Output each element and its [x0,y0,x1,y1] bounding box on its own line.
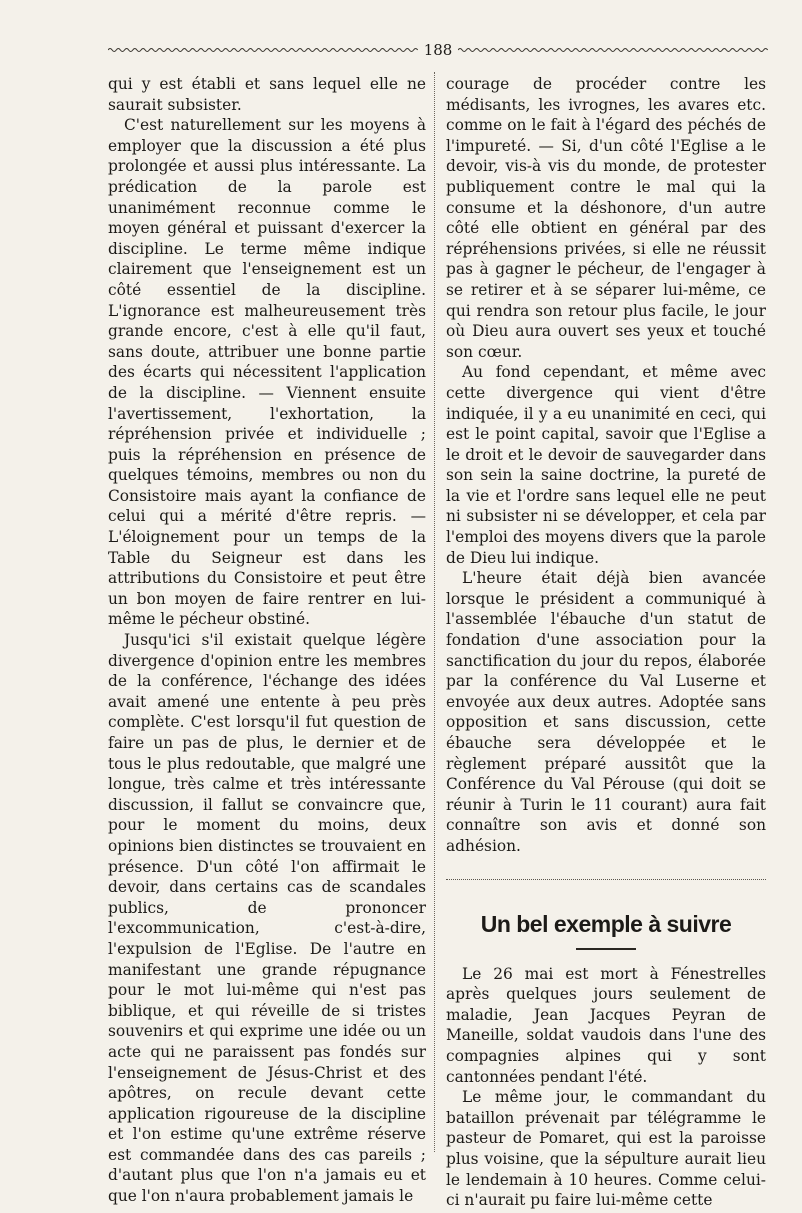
left-column [108,74,426,1207]
paragraph: qui y est établi et sans lequel elle ne saurait subsister. [108,75,426,114]
paragraph: Le 26 mai est mort à Fénestrelles après quelques jours seulement de maladie, Jean Jacques Peyran de Maneille, soldat vaudois dans l'une des compagnies alpines qui y sont cantonnées pendant l'été. [446,964,766,1086]
section-title: Un bel exemple à suivre [480,910,732,937]
right-column [446,74,766,1211]
section-divider [446,879,766,880]
page-number: 188 [423,40,453,59]
paragraph: courage de procéder contre les médisants, les ivrognes, les avares etc. comme on le fait à l'égard des péchés de l'impureté. — Si, d'un côté l'Eglise a le devoir, vis-à vis du monde, de protester publiquement contre le mal qui la consume et la déshonore, d'un autre côté elle obtient en général par des répréhensions privées, si elle ne réussit pas à gagner le pécheur, de l'engager à se retirer et à se séparer lui-même, ce qui rendra son retour plus facile, le jour où Dieu aura ouvert ses yeux et touché son cœur. [446,75,766,361]
paragraph: L'heure était déjà bien avancée lorsque le président a communiqué à l'assemblée l'ébauche d'un statut de fondation d'une association pour la sanctification du jour du repos, élaborée par la conférence du Val Luserne et envoyée aux deux autres. Adoptée sans opposition et sans discussion, cette ébauche sera développée et le règlement préparé aussitôt que la Conférence du Val Pérouse (qui doit se réunir à Turin le 11 courant) aura fait connaître son avis et donné son adhésion. [446,569,766,855]
page-header [108,38,768,62]
paragraph: Au fond cependant, et même avec cette divergence qui vient d'être indiquée, il y a eu unanimité en ceci, qui est le point capital, savoir que l'Eglise a le droit et le devoir de sauvegarder dans son sein la saine doctrine, la pureté de la vie et l'ordre sans lequel elle ne peut ni subsister ni se développer, et cela par l'emploi des moyens divers que la parole de Dieu lui indique. [446,363,766,567]
header-rule-left [108,47,418,53]
column-divider [434,72,436,1152]
paragraph: C'est naturellement sur les moyens à employer que la discussion a été plus prolongée et aussi plus intéressante. La prédication de la parole est unanimément reconnue comme le moyen général et puissant d'exercer la discipline. Le terme même indique clairement que l'enseignement est un côté essentiel de la discipline. L'ignorance est malheureusement très grande encore, c'est à elle qu'il faut, sans doute, attribuer une bonne partie des écarts qui nécessitent l'application de la discipline. — Viennent ensuite l'avertissement, l'exhortation, la répréhension privée et individuelle ; puis la répréhension en présence de quelques témoins, membres ou non du Consistoire mais ayant la confiance de celui qui a mérité d'être repris. — L'éloignement pour un temps de la Table du Seigneur est dans les attributions du Consistoire et peut être un bon moyen de faire rentrer en lui-même le pécheur obstiné. [108,116,426,629]
header-rule-right [458,47,768,53]
paragraph: Jusqu'ici s'il existait quelque légère divergence d'opinion entre les membres de la conférence, l'échange des idées avait amené une entente à peu près complète. C'est lorsqu'il fut question de faire un pas de plus, le dernier et de tous le plus redoutable, que malgré une longue, très calme et très intéressante discussion, il fallut se convaincre que, pour le moment du moins, deux opinions bien distinctes se trouvaient en présence. D'un côté l'on affirmait le devoir, dans certains cas de scandales publics, de prononcer l'excommunication, c'est-à-dire, l'expulsion de l'Eglise. De l'autre en manifestant une grande répugnance pour le mot lui-même qui n'est pas biblique, et qui réveille de si tristes souvenirs et qui exprime une idée ou un acte qui ne paraissent pas fondés sur l'enseignement de Jésus-Christ et des apôtres, on recule devant cette application rigoureuse de la discipline et l'on estime qu'une extrême réserve est commandée dans des cas pareils ; d'autant plus que l'on n'a jamais eu et que l'on n'aura probablement jamais le [108,631,426,1206]
title-underline [576,948,636,950]
paragraph: Le même jour, le commandant du bataillon prévenait par télégramme le pasteur de Pomaret, qui est la paroisse plus voisine, que la sépulture aurait lieu le lendemain à 10 heures. Comme celui-ci n'aurait pu faire lui-même cette [446,1088,766,1210]
